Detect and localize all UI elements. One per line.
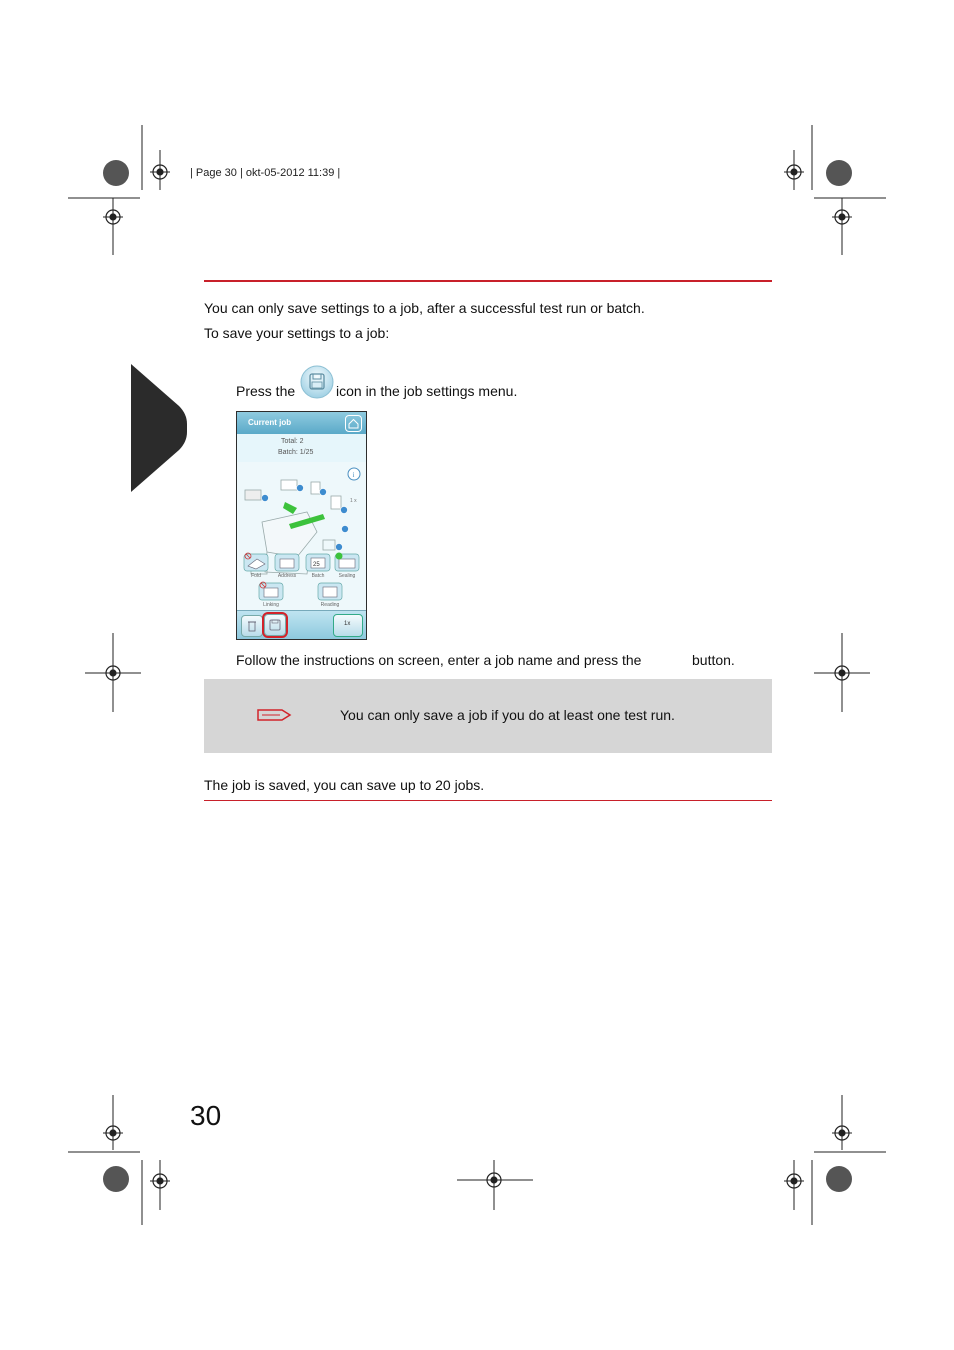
step2-text-after: button.	[692, 652, 735, 668]
step2-text-before: Follow the instructions on screen, enter a job name and press the	[236, 652, 642, 668]
svg-text:i: i	[352, 471, 355, 479]
screen-label-reading: Reading	[320, 602, 340, 608]
screen-label-sealing: Sealing	[338, 573, 356, 579]
trash-icon[interactable]	[241, 615, 263, 637]
home-icon[interactable]	[345, 415, 362, 432]
page-number: 30	[190, 1100, 222, 1131]
note-text: You can only save a job if you do at least one test run.	[340, 707, 675, 723]
screen-label-fold: Fold	[251, 573, 261, 579]
step1-text-before: Press the	[236, 383, 296, 399]
screen-bottom-bar	[237, 610, 366, 640]
save-icon	[300, 365, 334, 399]
screen-machine-diagram	[237, 462, 366, 610]
device-screen	[236, 411, 367, 640]
screen-batch-badge: 25	[313, 562, 320, 568]
screen-label-batch: Batch	[311, 573, 325, 579]
pencil-note-icon	[256, 707, 292, 723]
section-rule-bottom	[204, 800, 772, 801]
page-header: | Page 30 | okt-05-2012 11:39 |	[190, 167, 341, 179]
screen-batch: Batch: 1/25	[278, 449, 314, 456]
screen-title: Current job	[248, 418, 292, 427]
result-text: The job is saved, you can save up to 20 jobs.	[204, 777, 485, 793]
screen-total: Total: 2	[281, 438, 304, 445]
screen-label-address: Address	[277, 573, 297, 579]
paragraph-steps-intro: To save your settings to a job:	[204, 325, 390, 341]
section-rule-top	[204, 280, 772, 282]
screen-label-linking: Linking	[263, 602, 279, 608]
screen-counter: 1 x	[350, 498, 357, 504]
copies-button[interactable]	[333, 614, 363, 637]
save-job-icon[interactable]	[264, 614, 286, 636]
paragraph-intro: You can only save settings to a job, after a successful test run or batch.	[204, 300, 645, 316]
chapter-tab	[131, 364, 189, 492]
copies-button-label: 1x	[344, 621, 351, 627]
screen-job-info	[237, 434, 366, 463]
note-box	[204, 679, 772, 753]
screen-title-bar	[237, 412, 366, 434]
inserter-machine-icon	[237, 462, 366, 610]
step1-text-after: icon in the job settings menu.	[336, 383, 518, 399]
